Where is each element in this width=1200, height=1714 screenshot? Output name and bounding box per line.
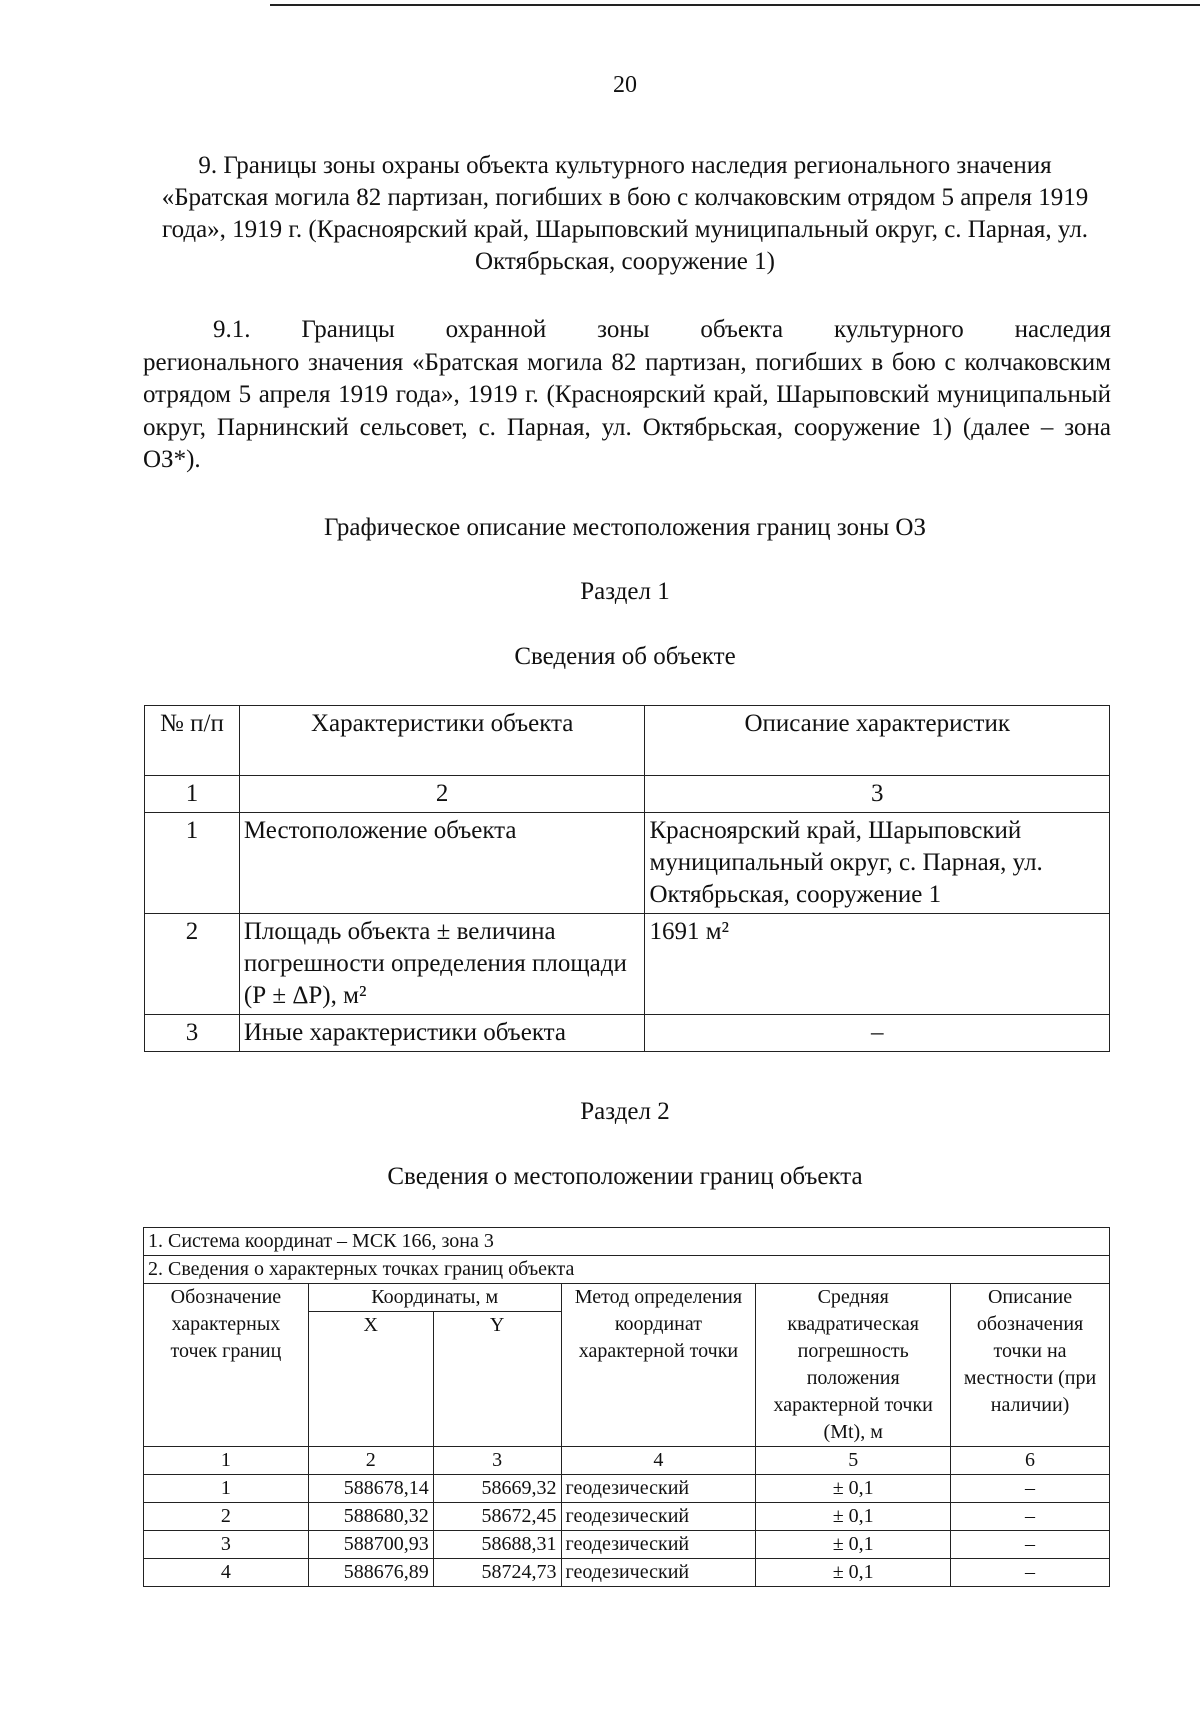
- point-number: 2: [144, 1503, 309, 1531]
- point-method: геодезический: [561, 1475, 756, 1503]
- col-number: 2: [308, 1447, 433, 1475]
- point-x: 588680,32: [308, 1503, 433, 1531]
- header-designation: Обозначение характерных точек границ: [144, 1284, 309, 1447]
- point-error: ± 0,1: [756, 1475, 951, 1503]
- row-value: –: [645, 1015, 1110, 1052]
- col-number: 5: [756, 1447, 951, 1475]
- body-paragraph: [143, 314, 1111, 477]
- page-number: 20: [613, 72, 637, 98]
- point-number: 4: [144, 1559, 309, 1587]
- section2-title: Раздел 2: [580, 1098, 670, 1125]
- col-number: 3: [433, 1447, 561, 1475]
- section1-title: Раздел 1: [580, 578, 670, 605]
- paragraph-rest: регионального значения «Братская могила 82 партизан, погибших в бою с колчаковским отрядом 5 апреля 1919 года», 1919 г. (Красноярский край, Шарыповский муниципальный округ, Парнинский сельсовет, с. Парная, ул. Октябрьская, сооружение 1) (далее – зона ОЗ*).: [143, 348, 1111, 473]
- point-x: 588700,93: [308, 1531, 433, 1559]
- table-row: [145, 1015, 1110, 1052]
- point-y: 58688,31: [433, 1531, 561, 1559]
- section2-subtitle: Сведения о местоположении границ объекта: [387, 1163, 863, 1190]
- header-y: Y: [433, 1312, 561, 1447]
- col-number: 2: [239, 776, 645, 813]
- col-number: 3: [645, 776, 1110, 813]
- row-characteristic: Местоположение объекта: [239, 813, 645, 914]
- row-characteristic: Иные характеристики объекта: [239, 1015, 645, 1052]
- point-error: ± 0,1: [756, 1503, 951, 1531]
- section-heading: 9. Границы зоны охраны объекта культурного наследия регионального значения «Братская могила 82 партизан, погибших в бою с колчаковским отрядом 5 апреля 1919 года», 1919 г. (Красноярский край, Шарыповский муниципальный округ, с. Парная, ул. Октябрьская, сооружение 1): [161, 152, 1089, 275]
- point-error: ± 0,1: [756, 1559, 951, 1587]
- point-x: 588676,89: [308, 1559, 433, 1587]
- point-number: 1: [144, 1475, 309, 1503]
- point-error: ± 0,1: [756, 1531, 951, 1559]
- point-y: 58724,73: [433, 1559, 561, 1587]
- point-method: геодезический: [561, 1503, 756, 1531]
- object-info-table: [144, 705, 1110, 1052]
- row-characteristic: Площадь объекта ± величина погрешности определения площади (Р ± ΔР), м²: [239, 914, 645, 1015]
- col-number: 1: [145, 776, 240, 813]
- point-description: –: [951, 1559, 1110, 1587]
- point-method: геодезический: [561, 1531, 756, 1559]
- table-numbering-row: [145, 776, 1110, 813]
- row-value: Красноярский край, Шарыповский муниципальный округ, с. Парная, ул. Октябрьская, сооружение 1: [645, 813, 1110, 914]
- col-number: 1: [144, 1447, 309, 1475]
- row-number: 2: [145, 914, 240, 1015]
- table-row: [145, 914, 1110, 1015]
- point-y: 58669,32: [433, 1475, 561, 1503]
- col-number: 6: [951, 1447, 1110, 1475]
- point-description: –: [951, 1531, 1110, 1559]
- row-number: 3: [145, 1015, 240, 1052]
- point-number: 3: [144, 1531, 309, 1559]
- point-description: –: [951, 1503, 1110, 1531]
- points-caption-row: [144, 1256, 1110, 1284]
- coord-system: 1. Система координат – МСК 166, зона 3: [144, 1228, 1110, 1256]
- top-border-line: [270, 4, 1200, 6]
- header-x: X: [308, 1312, 433, 1447]
- table-header-row: [144, 1284, 1110, 1312]
- row-value: 1691 м²: [645, 914, 1110, 1015]
- point-y: 58672,45: [433, 1503, 561, 1531]
- table-row: [144, 1503, 1110, 1531]
- col-number: 4: [561, 1447, 756, 1475]
- header-characteristics: Характеристики объекта: [239, 706, 645, 776]
- table-row: [144, 1531, 1110, 1559]
- boundary-points-table: [143, 1227, 1110, 1587]
- table-row: [144, 1475, 1110, 1503]
- header-point-description: Описание обозначения точки на местности (при наличии): [951, 1284, 1110, 1447]
- points-caption: 2. Сведения о характерных точках границ объекта: [144, 1256, 1110, 1284]
- point-method: геодезический: [561, 1559, 756, 1587]
- table-numbering-row: [144, 1447, 1110, 1475]
- row-number: 1: [145, 813, 240, 914]
- paragraph-first-line: 9.1. Границы охранной зоны объекта культурного наследия: [213, 316, 1111, 343]
- header-coordinates: Координаты, м: [308, 1284, 561, 1312]
- coord-system-row: [144, 1228, 1110, 1256]
- header-error: Средняя квадратическая погрешность положения характерной точки (Mt), м: [756, 1284, 951, 1447]
- table-row: [144, 1559, 1110, 1587]
- section1-subtitle: Сведения об объекте: [514, 643, 736, 670]
- graphic-description-title: Графическое описание местоположения границ зоны ОЗ: [324, 514, 926, 541]
- header-number: № п/п: [145, 706, 240, 776]
- table-row: [145, 813, 1110, 914]
- point-description: –: [951, 1475, 1110, 1503]
- header-method: Метод определения координат характерной точки: [561, 1284, 756, 1447]
- table-header-row: [145, 706, 1110, 776]
- point-x: 588678,14: [308, 1475, 433, 1503]
- header-description: Описание характеристик: [645, 706, 1110, 776]
